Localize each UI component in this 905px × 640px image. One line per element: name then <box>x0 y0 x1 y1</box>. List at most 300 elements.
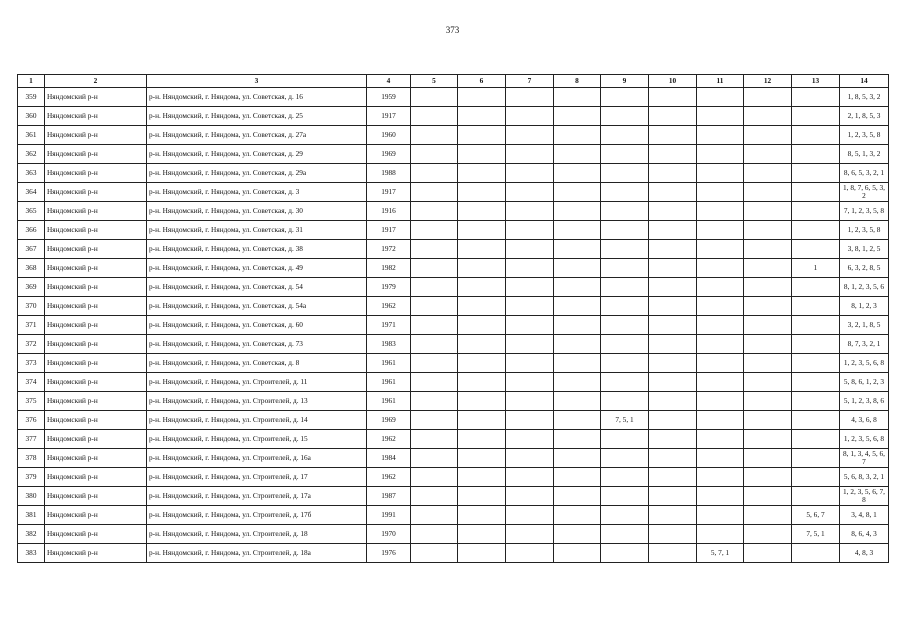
col-9-cell <box>601 145 649 164</box>
col-7-cell <box>506 430 554 449</box>
table-row <box>18 354 889 373</box>
col-8-cell <box>554 278 601 297</box>
column-header-2: 2 <box>45 75 147 88</box>
address-cell: р-н. Няндомский, г. Няндома, ул. Советская, д. 73 <box>147 335 367 354</box>
table-row <box>18 316 889 335</box>
table-row <box>18 259 889 278</box>
col-10-cell <box>649 335 697 354</box>
col-7-cell <box>506 525 554 544</box>
col-5-cell <box>411 107 458 126</box>
col-14-cell: 3, 2, 1, 8, 5 <box>840 316 889 335</box>
col-10-cell <box>649 259 697 278</box>
col-8-cell <box>554 430 601 449</box>
col-14-cell: 8, 6, 4, 3 <box>840 525 889 544</box>
col-10-cell <box>649 297 697 316</box>
col-12-cell <box>744 525 792 544</box>
col-6-cell <box>458 506 506 525</box>
col-9-cell <box>601 259 649 278</box>
col-9-cell <box>601 392 649 411</box>
col-5-cell <box>411 240 458 259</box>
address-cell: р-н. Няндомский, г. Няндома, ул. Строителей, д. 11 <box>147 373 367 392</box>
col-8-cell <box>554 221 601 240</box>
col-9-cell <box>601 164 649 183</box>
district-cell: Няндомский р-н <box>45 126 147 145</box>
col-9-cell <box>601 506 649 525</box>
col-12-cell <box>744 126 792 145</box>
col-12-cell <box>744 506 792 525</box>
col-8-cell <box>554 468 601 487</box>
table-row <box>18 164 889 183</box>
col-12-cell <box>744 335 792 354</box>
col-6-cell <box>458 297 506 316</box>
col-13-cell: 1 <box>792 259 840 278</box>
col-11-cell <box>697 430 744 449</box>
col-10-cell <box>649 88 697 107</box>
year-cell: 1991 <box>367 506 411 525</box>
col-9-cell <box>601 335 649 354</box>
address-cell: р-н. Няндомский, г. Няндома, ул. Строителей, д. 15 <box>147 430 367 449</box>
col-10-cell <box>649 468 697 487</box>
col-7-cell <box>506 145 554 164</box>
col-13-cell <box>792 487 840 506</box>
page-number: 373 <box>445 25 460 35</box>
col-13-cell <box>792 126 840 145</box>
col-8-cell <box>554 544 601 563</box>
district-cell: Няндомский р-н <box>45 468 147 487</box>
table-row <box>18 430 889 449</box>
year-cell: 1969 <box>367 411 411 430</box>
col-6-cell <box>458 278 506 297</box>
col-9-cell <box>601 544 649 563</box>
col-7-cell <box>506 278 554 297</box>
col-9-cell <box>601 88 649 107</box>
district-cell: Няндомский р-н <box>45 373 147 392</box>
col-11-cell <box>697 240 744 259</box>
col-13-cell <box>792 335 840 354</box>
col-13-cell <box>792 297 840 316</box>
col-10-cell <box>649 525 697 544</box>
col-11-cell <box>697 392 744 411</box>
col-11-cell <box>697 468 744 487</box>
row-number-cell: 375 <box>18 392 45 411</box>
col-5-cell <box>411 354 458 373</box>
col-12-cell <box>744 278 792 297</box>
address-cell: р-н. Няндомский, г. Няндома, ул. Советская, д. 8 <box>147 354 367 373</box>
row-number-cell: 370 <box>18 297 45 316</box>
col-11-cell <box>697 297 744 316</box>
col-8-cell <box>554 373 601 392</box>
col-14-cell: 8, 5, 1, 3, 2 <box>840 145 889 164</box>
address-cell: р-н. Няндомский, г. Няндома, ул. Строителей, д. 14 <box>147 411 367 430</box>
col-9-cell <box>601 449 649 468</box>
col-7-cell <box>506 88 554 107</box>
col-6-cell <box>458 88 506 107</box>
col-12-cell <box>744 354 792 373</box>
row-number-cell: 380 <box>18 487 45 506</box>
col-14-cell: 8, 1, 3, 4, 5, 6, 7 <box>840 449 889 468</box>
col-13-cell <box>792 373 840 392</box>
table-row <box>18 335 889 354</box>
district-cell: Няндомский р-н <box>45 544 147 563</box>
district-cell: Няндомский р-н <box>45 487 147 506</box>
col-12-cell <box>744 240 792 259</box>
col-7-cell <box>506 487 554 506</box>
col-7-cell <box>506 183 554 202</box>
col-6-cell <box>458 107 506 126</box>
column-header-13: 13 <box>792 75 840 88</box>
col-5-cell <box>411 392 458 411</box>
row-number-cell: 367 <box>18 240 45 259</box>
col-14-cell: 1, 2, 3, 5, 6, 8 <box>840 354 889 373</box>
col-10-cell <box>649 164 697 183</box>
col-10-cell <box>649 316 697 335</box>
col-7-cell <box>506 335 554 354</box>
col-10-cell <box>649 430 697 449</box>
col-11-cell <box>697 164 744 183</box>
col-14-cell: 4, 8, 3 <box>840 544 889 563</box>
row-number-cell: 374 <box>18 373 45 392</box>
col-14-cell: 3, 4, 8, 1 <box>840 506 889 525</box>
row-number-cell: 382 <box>18 525 45 544</box>
col-11-cell <box>697 354 744 373</box>
col-6-cell <box>458 202 506 221</box>
col-14-cell: 8, 1, 2, 3, 5, 6 <box>840 278 889 297</box>
col-12-cell <box>744 411 792 430</box>
col-13-cell <box>792 430 840 449</box>
col-6-cell <box>458 411 506 430</box>
col-12-cell <box>744 259 792 278</box>
table-row <box>18 506 889 525</box>
col-8-cell <box>554 449 601 468</box>
district-cell: Няндомский р-н <box>45 202 147 221</box>
col-9-cell <box>601 297 649 316</box>
col-5-cell <box>411 88 458 107</box>
col-7-cell <box>506 468 554 487</box>
address-cell: р-н. Няндомский, г. Няндома, ул. Советская, д. 27а <box>147 126 367 145</box>
col-13-cell <box>792 145 840 164</box>
table-row <box>18 487 889 506</box>
col-7-cell <box>506 373 554 392</box>
district-cell: Няндомский р-н <box>45 221 147 240</box>
row-number-cell: 361 <box>18 126 45 145</box>
col-8-cell <box>554 411 601 430</box>
year-cell: 1970 <box>367 525 411 544</box>
col-14-cell: 1, 2, 3, 5, 6, 7, 8 <box>840 487 889 506</box>
col-11-cell <box>697 449 744 468</box>
col-14-cell: 8, 7, 3, 2, 1 <box>840 335 889 354</box>
col-13-cell <box>792 107 840 126</box>
col-14-cell: 3, 8, 1, 2, 5 <box>840 240 889 259</box>
row-number-cell: 373 <box>18 354 45 373</box>
district-cell: Няндомский р-н <box>45 354 147 373</box>
col-13-cell: 5, 6, 7 <box>792 506 840 525</box>
column-header-10: 10 <box>649 75 697 88</box>
col-8-cell <box>554 145 601 164</box>
col-10-cell <box>649 373 697 392</box>
col-6-cell <box>458 354 506 373</box>
address-cell: р-н. Няндомский, г. Няндома, ул. Строителей, д. 17б <box>147 506 367 525</box>
column-header-14: 14 <box>840 75 889 88</box>
col-6-cell <box>458 316 506 335</box>
row-number-cell: 368 <box>18 259 45 278</box>
col-12-cell <box>744 202 792 221</box>
year-cell: 1962 <box>367 297 411 316</box>
address-cell: р-н. Няндомский, г. Няндома, ул. Советская, д. 29 <box>147 145 367 164</box>
col-13-cell <box>792 544 840 563</box>
table-row <box>18 449 889 468</box>
column-header-12: 12 <box>744 75 792 88</box>
col-8-cell <box>554 392 601 411</box>
table-row <box>18 126 889 145</box>
row-number-cell: 362 <box>18 145 45 164</box>
year-cell: 1962 <box>367 430 411 449</box>
col-10-cell <box>649 449 697 468</box>
col-9-cell <box>601 202 649 221</box>
table-row <box>18 145 889 164</box>
col-7-cell <box>506 240 554 259</box>
col-10-cell <box>649 506 697 525</box>
col-9-cell <box>601 487 649 506</box>
col-7-cell <box>506 107 554 126</box>
row-number-cell: 381 <box>18 506 45 525</box>
col-11-cell <box>697 411 744 430</box>
col-9-cell <box>601 430 649 449</box>
col-11-cell <box>697 221 744 240</box>
year-cell: 1984 <box>367 449 411 468</box>
col-10-cell <box>649 278 697 297</box>
col-11-cell <box>697 487 744 506</box>
row-number-cell: 364 <box>18 183 45 202</box>
col-5-cell <box>411 411 458 430</box>
col-9-cell: 7, 5, 1 <box>601 411 649 430</box>
address-cell: р-н. Няндомский, г. Няндома, ул. Советская, д. 16 <box>147 88 367 107</box>
col-8-cell <box>554 354 601 373</box>
col-14-cell: 1, 8, 7, 6, 5, 3, 2 <box>840 183 889 202</box>
col-13-cell <box>792 316 840 335</box>
col-8-cell <box>554 525 601 544</box>
col-13-cell <box>792 411 840 430</box>
col-14-cell: 5, 8, 6, 1, 2, 3 <box>840 373 889 392</box>
col-14-cell: 1, 2, 3, 5, 6, 8 <box>840 430 889 449</box>
col-8-cell <box>554 297 601 316</box>
table-row <box>18 107 889 126</box>
address-cell: р-н. Няндомский, г. Няндома, ул. Строителей, д. 17а <box>147 487 367 506</box>
col-12-cell <box>744 392 792 411</box>
year-cell: 1987 <box>367 487 411 506</box>
col-10-cell <box>649 487 697 506</box>
row-number-cell: 360 <box>18 107 45 126</box>
district-cell: Няндомский р-н <box>45 183 147 202</box>
district-cell: Няндомский р-н <box>45 240 147 259</box>
col-7-cell <box>506 316 554 335</box>
col-9-cell <box>601 240 649 259</box>
row-number-cell: 372 <box>18 335 45 354</box>
col-14-cell: 8, 1, 2, 3 <box>840 297 889 316</box>
col-14-cell: 8, 6, 5, 3, 2, 1 <box>840 164 889 183</box>
col-9-cell <box>601 354 649 373</box>
address-cell: р-н. Няндомский, г. Няндома, ул. Советская, д. 3 <box>147 183 367 202</box>
col-6-cell <box>458 468 506 487</box>
col-10-cell <box>649 392 697 411</box>
district-cell: Няндомский р-н <box>45 164 147 183</box>
col-14-cell: 4, 3, 6, 8 <box>840 411 889 430</box>
header-row <box>18 75 889 88</box>
col-8-cell <box>554 506 601 525</box>
col-5-cell <box>411 278 458 297</box>
column-header-9: 9 <box>601 75 649 88</box>
col-13-cell <box>792 392 840 411</box>
col-13-cell <box>792 278 840 297</box>
col-5-cell <box>411 221 458 240</box>
year-cell: 1976 <box>367 544 411 563</box>
col-10-cell <box>649 221 697 240</box>
col-8-cell <box>554 88 601 107</box>
col-6-cell <box>458 449 506 468</box>
col-6-cell <box>458 221 506 240</box>
district-cell: Няндомский р-н <box>45 145 147 164</box>
col-8-cell <box>554 202 601 221</box>
column-header-5: 5 <box>411 75 458 88</box>
col-11-cell <box>697 278 744 297</box>
col-5-cell <box>411 145 458 164</box>
col-7-cell <box>506 354 554 373</box>
col-14-cell: 1, 8, 5, 3, 2 <box>840 88 889 107</box>
row-number-cell: 371 <box>18 316 45 335</box>
col-12-cell <box>744 316 792 335</box>
year-cell: 1917 <box>367 183 411 202</box>
col-6-cell <box>458 145 506 164</box>
table-row <box>18 278 889 297</box>
col-8-cell <box>554 107 601 126</box>
col-5-cell <box>411 259 458 278</box>
col-12-cell <box>744 221 792 240</box>
year-cell: 1917 <box>367 221 411 240</box>
row-number-cell: 376 <box>18 411 45 430</box>
district-cell: Няндомский р-н <box>45 392 147 411</box>
col-7-cell <box>506 506 554 525</box>
col-13-cell <box>792 164 840 183</box>
col-12-cell <box>744 487 792 506</box>
district-cell: Няндомский р-н <box>45 411 147 430</box>
col-6-cell <box>458 544 506 563</box>
register-table <box>17 74 889 563</box>
col-8-cell <box>554 240 601 259</box>
column-header-3: 3 <box>147 75 367 88</box>
col-10-cell <box>649 183 697 202</box>
col-10-cell <box>649 544 697 563</box>
col-11-cell <box>697 335 744 354</box>
col-7-cell <box>506 221 554 240</box>
col-6-cell <box>458 335 506 354</box>
table-row <box>18 525 889 544</box>
col-7-cell <box>506 164 554 183</box>
district-cell: Няндомский р-н <box>45 316 147 335</box>
year-cell: 1982 <box>367 259 411 278</box>
col-7-cell <box>506 449 554 468</box>
col-10-cell <box>649 354 697 373</box>
col-8-cell <box>554 126 601 145</box>
col-11-cell <box>697 259 744 278</box>
col-5-cell <box>411 373 458 392</box>
col-6-cell <box>458 525 506 544</box>
col-9-cell <box>601 468 649 487</box>
year-cell: 1988 <box>367 164 411 183</box>
table-row <box>18 183 889 202</box>
col-12-cell <box>744 164 792 183</box>
year-cell: 1983 <box>367 335 411 354</box>
address-cell: р-н. Няндомский, г. Няндома, ул. Строителей, д. 16а <box>147 449 367 468</box>
col-6-cell <box>458 430 506 449</box>
district-cell: Няндомский р-н <box>45 506 147 525</box>
address-cell: р-н. Няндомский, г. Няндома, ул. Строителей, д. 18а <box>147 544 367 563</box>
address-cell: р-н. Няндомский, г. Няндома, ул. Советская, д. 31 <box>147 221 367 240</box>
col-11-cell <box>697 373 744 392</box>
col-12-cell <box>744 468 792 487</box>
year-cell: 1972 <box>367 240 411 259</box>
col-6-cell <box>458 126 506 145</box>
col-12-cell <box>744 449 792 468</box>
column-header-4: 4 <box>367 75 411 88</box>
row-number-cell: 379 <box>18 468 45 487</box>
year-cell: 1971 <box>367 316 411 335</box>
col-14-cell: 7, 1, 2, 3, 5, 8 <box>840 202 889 221</box>
col-10-cell <box>649 411 697 430</box>
col-7-cell <box>506 297 554 316</box>
year-cell: 1959 <box>367 88 411 107</box>
col-12-cell <box>744 183 792 202</box>
col-9-cell <box>601 107 649 126</box>
col-5-cell <box>411 335 458 354</box>
col-6-cell <box>458 183 506 202</box>
col-9-cell <box>601 221 649 240</box>
table-row <box>18 544 889 563</box>
column-header-11: 11 <box>697 75 744 88</box>
year-cell: 1961 <box>367 392 411 411</box>
col-10-cell <box>649 126 697 145</box>
col-9-cell <box>601 278 649 297</box>
col-14-cell: 5, 1, 2, 3, 8, 6 <box>840 392 889 411</box>
col-11-cell <box>697 126 744 145</box>
year-cell: 1961 <box>367 354 411 373</box>
address-cell: р-н. Няндомский, г. Няндома, ул. Советская, д. 54а <box>147 297 367 316</box>
col-13-cell <box>792 202 840 221</box>
col-8-cell <box>554 335 601 354</box>
col-5-cell <box>411 183 458 202</box>
col-13-cell <box>792 468 840 487</box>
col-6-cell <box>458 392 506 411</box>
col-9-cell <box>601 316 649 335</box>
col-10-cell <box>649 202 697 221</box>
col-6-cell <box>458 373 506 392</box>
col-6-cell <box>458 164 506 183</box>
year-cell: 1960 <box>367 126 411 145</box>
col-10-cell <box>649 240 697 259</box>
col-11-cell <box>697 145 744 164</box>
col-8-cell <box>554 316 601 335</box>
district-cell: Няндомский р-н <box>45 297 147 316</box>
col-12-cell <box>744 544 792 563</box>
col-5-cell <box>411 468 458 487</box>
row-number-cell: 377 <box>18 430 45 449</box>
col-9-cell <box>601 525 649 544</box>
col-12-cell <box>744 430 792 449</box>
col-13-cell <box>792 354 840 373</box>
col-12-cell <box>744 373 792 392</box>
district-cell: Няндомский р-н <box>45 335 147 354</box>
district-cell: Няндомский р-н <box>45 430 147 449</box>
col-5-cell <box>411 449 458 468</box>
table-row <box>18 392 889 411</box>
